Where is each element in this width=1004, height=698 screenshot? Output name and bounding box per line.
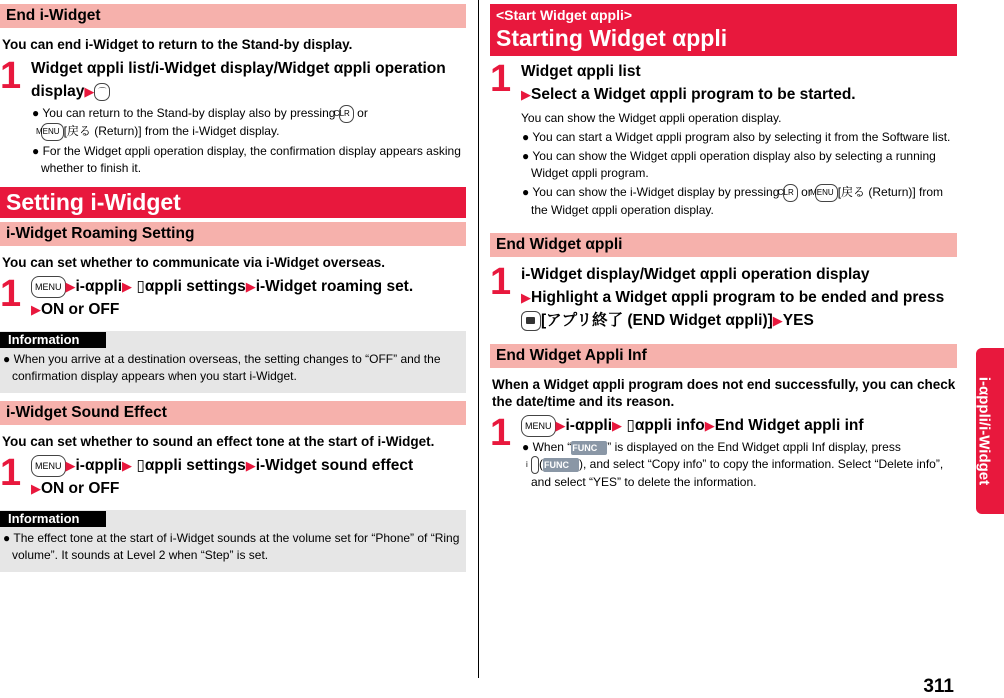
arrow-icon: ▶ <box>84 84 95 99</box>
section-heading-sound: i-Widget Sound Effect <box>0 401 466 425</box>
i-mode-icon: ▯ <box>136 457 145 474</box>
information-box <box>0 331 466 393</box>
step-1 <box>0 275 466 321</box>
section-heading-setting-iwidget: Setting i-Widget <box>0 187 466 218</box>
menu-key-icon: MENU <box>815 184 838 202</box>
end-call-key-icon: ⌒ <box>94 83 110 101</box>
step-text: Widget αppli list ▶Select a Widget αppli program to be started. <box>521 63 856 103</box>
intro-text: You can set whether to communicate via i-Widget overseas. <box>2 255 385 270</box>
section-heading-starting-widget <box>490 4 957 56</box>
arrow-icon: ▶ <box>521 290 531 305</box>
intro-text: You can end i-Widget to return to the Stand-by display. <box>2 37 353 52</box>
step-number: 1 <box>490 58 512 100</box>
i-mode-icon: ▯ <box>136 278 145 295</box>
left-column <box>0 4 466 572</box>
section-title: Starting Widget αppli <box>496 25 728 51</box>
step-1 <box>490 60 957 219</box>
step-text: i-Widget display/Widget αppli operation display ▶Highlight a Widget αppli program to be ended and press [アプリ終了 (END Widget αppli)]▶YES <box>521 266 945 329</box>
note: ● For the Widget αppli operation display, the confirmation display appears asking whether to finish it. <box>32 144 461 175</box>
i-key-icon: i <box>531 456 539 474</box>
note: ● When “FUNC ” is displayed on the End Widget αppli Inf display, press i (FUNC ), and select “Copy info” to copy the information. Select “Delete info”, and select “YES” to delete the information. <box>522 440 944 489</box>
step-text: MENU ▶i-αppli▶ ▯αppli settings▶i-Widget sound effect ▶ON or OFF <box>31 454 466 500</box>
arrow-icon: ▶ <box>555 418 566 433</box>
right-column <box>490 4 957 491</box>
section-heading-end-widget-inf: End Widget Appli Inf <box>490 344 957 368</box>
note: ● You can start a Widget αppli program also by selecting it from the Software list. <box>522 130 951 144</box>
menu-key-icon: MENU <box>31 455 66 477</box>
step-number: 1 <box>490 412 512 454</box>
step-number: 1 <box>490 261 512 303</box>
menu-key-icon: MENU <box>41 123 64 141</box>
arrow-icon: ▶ <box>31 302 41 317</box>
clr-key-icon: CLR <box>339 105 354 123</box>
arrow-icon: ▶ <box>772 313 783 328</box>
func-softkey-icon: FUNC <box>543 458 579 472</box>
arrow-icon: ▶ <box>704 418 715 433</box>
section-subtitle: <Start Widget αppli> <box>496 7 633 23</box>
menu-key-icon: MENU <box>31 276 66 298</box>
arrow-icon: ▶ <box>122 458 133 473</box>
arrow-icon: ▶ <box>245 279 256 294</box>
information-label: Information <box>0 332 106 348</box>
step-1 <box>0 57 466 177</box>
information-text: ● The effect tone at the start of i-Widget sounds at the volume set for “Phone” of “Ring volume”. It sounds at Level 2 when “Step” is set. <box>3 531 460 562</box>
note: ● You can show the Widget αppli operation display also by selecting a running Widget αppli program. <box>522 149 936 180</box>
step-1 <box>490 414 957 491</box>
arrow-icon: ▶ <box>122 279 133 294</box>
step-1 <box>490 263 957 332</box>
step-text: MENU ▶i-αppli▶ ▯αppli info▶End Widget appli inf <box>521 414 957 437</box>
column-divider <box>478 0 479 678</box>
note: ● You can return to the Stand-by display also by pressing CLR or MENU [戻る (Return)] from the i-Widget display. <box>31 105 466 141</box>
intro-text: You can set whether to sound an effect tone at the start of i-Widget. <box>2 434 435 449</box>
step-text: Widget αppli list/i-Widget display/Widget αppli operation display▶ ⌒ <box>31 60 446 100</box>
information-label: Information <box>0 511 106 527</box>
plain-text: You can show the Widget αppli operation display. <box>521 111 782 125</box>
arrow-icon: ▶ <box>245 458 256 473</box>
section-heading-end-widget: End Widget αppli <box>490 233 957 257</box>
chapter-tab-label: i-αppli/i-Widget <box>975 376 993 486</box>
step-number: 1 <box>0 452 22 494</box>
intro-text: When a Widget αppli program does not end successfully, you can check the date/time and its reason. <box>492 377 956 409</box>
step-number: 1 <box>0 273 22 315</box>
arrow-icon: ▶ <box>31 481 41 496</box>
section-heading-end-iwidget: End i-Widget <box>0 4 466 28</box>
page-number: 311 <box>923 676 954 697</box>
note: ● You can show the i-Widget display by pressing CLR or MENU [戻る (Return)] from the Widget αppli operation display. <box>522 185 944 217</box>
step-1 <box>0 454 466 500</box>
camera-key-icon <box>521 311 541 331</box>
arrow-icon: ▶ <box>521 87 531 102</box>
arrow-icon: ▶ <box>65 279 76 294</box>
arrow-icon: ▶ <box>65 458 76 473</box>
i-mode-icon: ▯ <box>626 417 635 434</box>
step-number: 1 <box>0 55 22 97</box>
information-box <box>0 510 466 572</box>
information-text: ● When you arrive at a destination overseas, the setting changes to “OFF” and the confirmation display appears when you start i-Widget. <box>3 352 441 383</box>
func-softkey-icon: FUNC <box>571 441 607 455</box>
step-text: MENU ▶i-αppli▶ ▯αppli settings▶i-Widget roaming set. ▶ON or OFF <box>31 275 466 321</box>
clr-key-icon: CLR <box>783 184 798 202</box>
arrow-icon: ▶ <box>612 418 623 433</box>
menu-key-icon: MENU <box>521 415 556 437</box>
section-heading-roaming: i-Widget Roaming Setting <box>0 222 466 246</box>
